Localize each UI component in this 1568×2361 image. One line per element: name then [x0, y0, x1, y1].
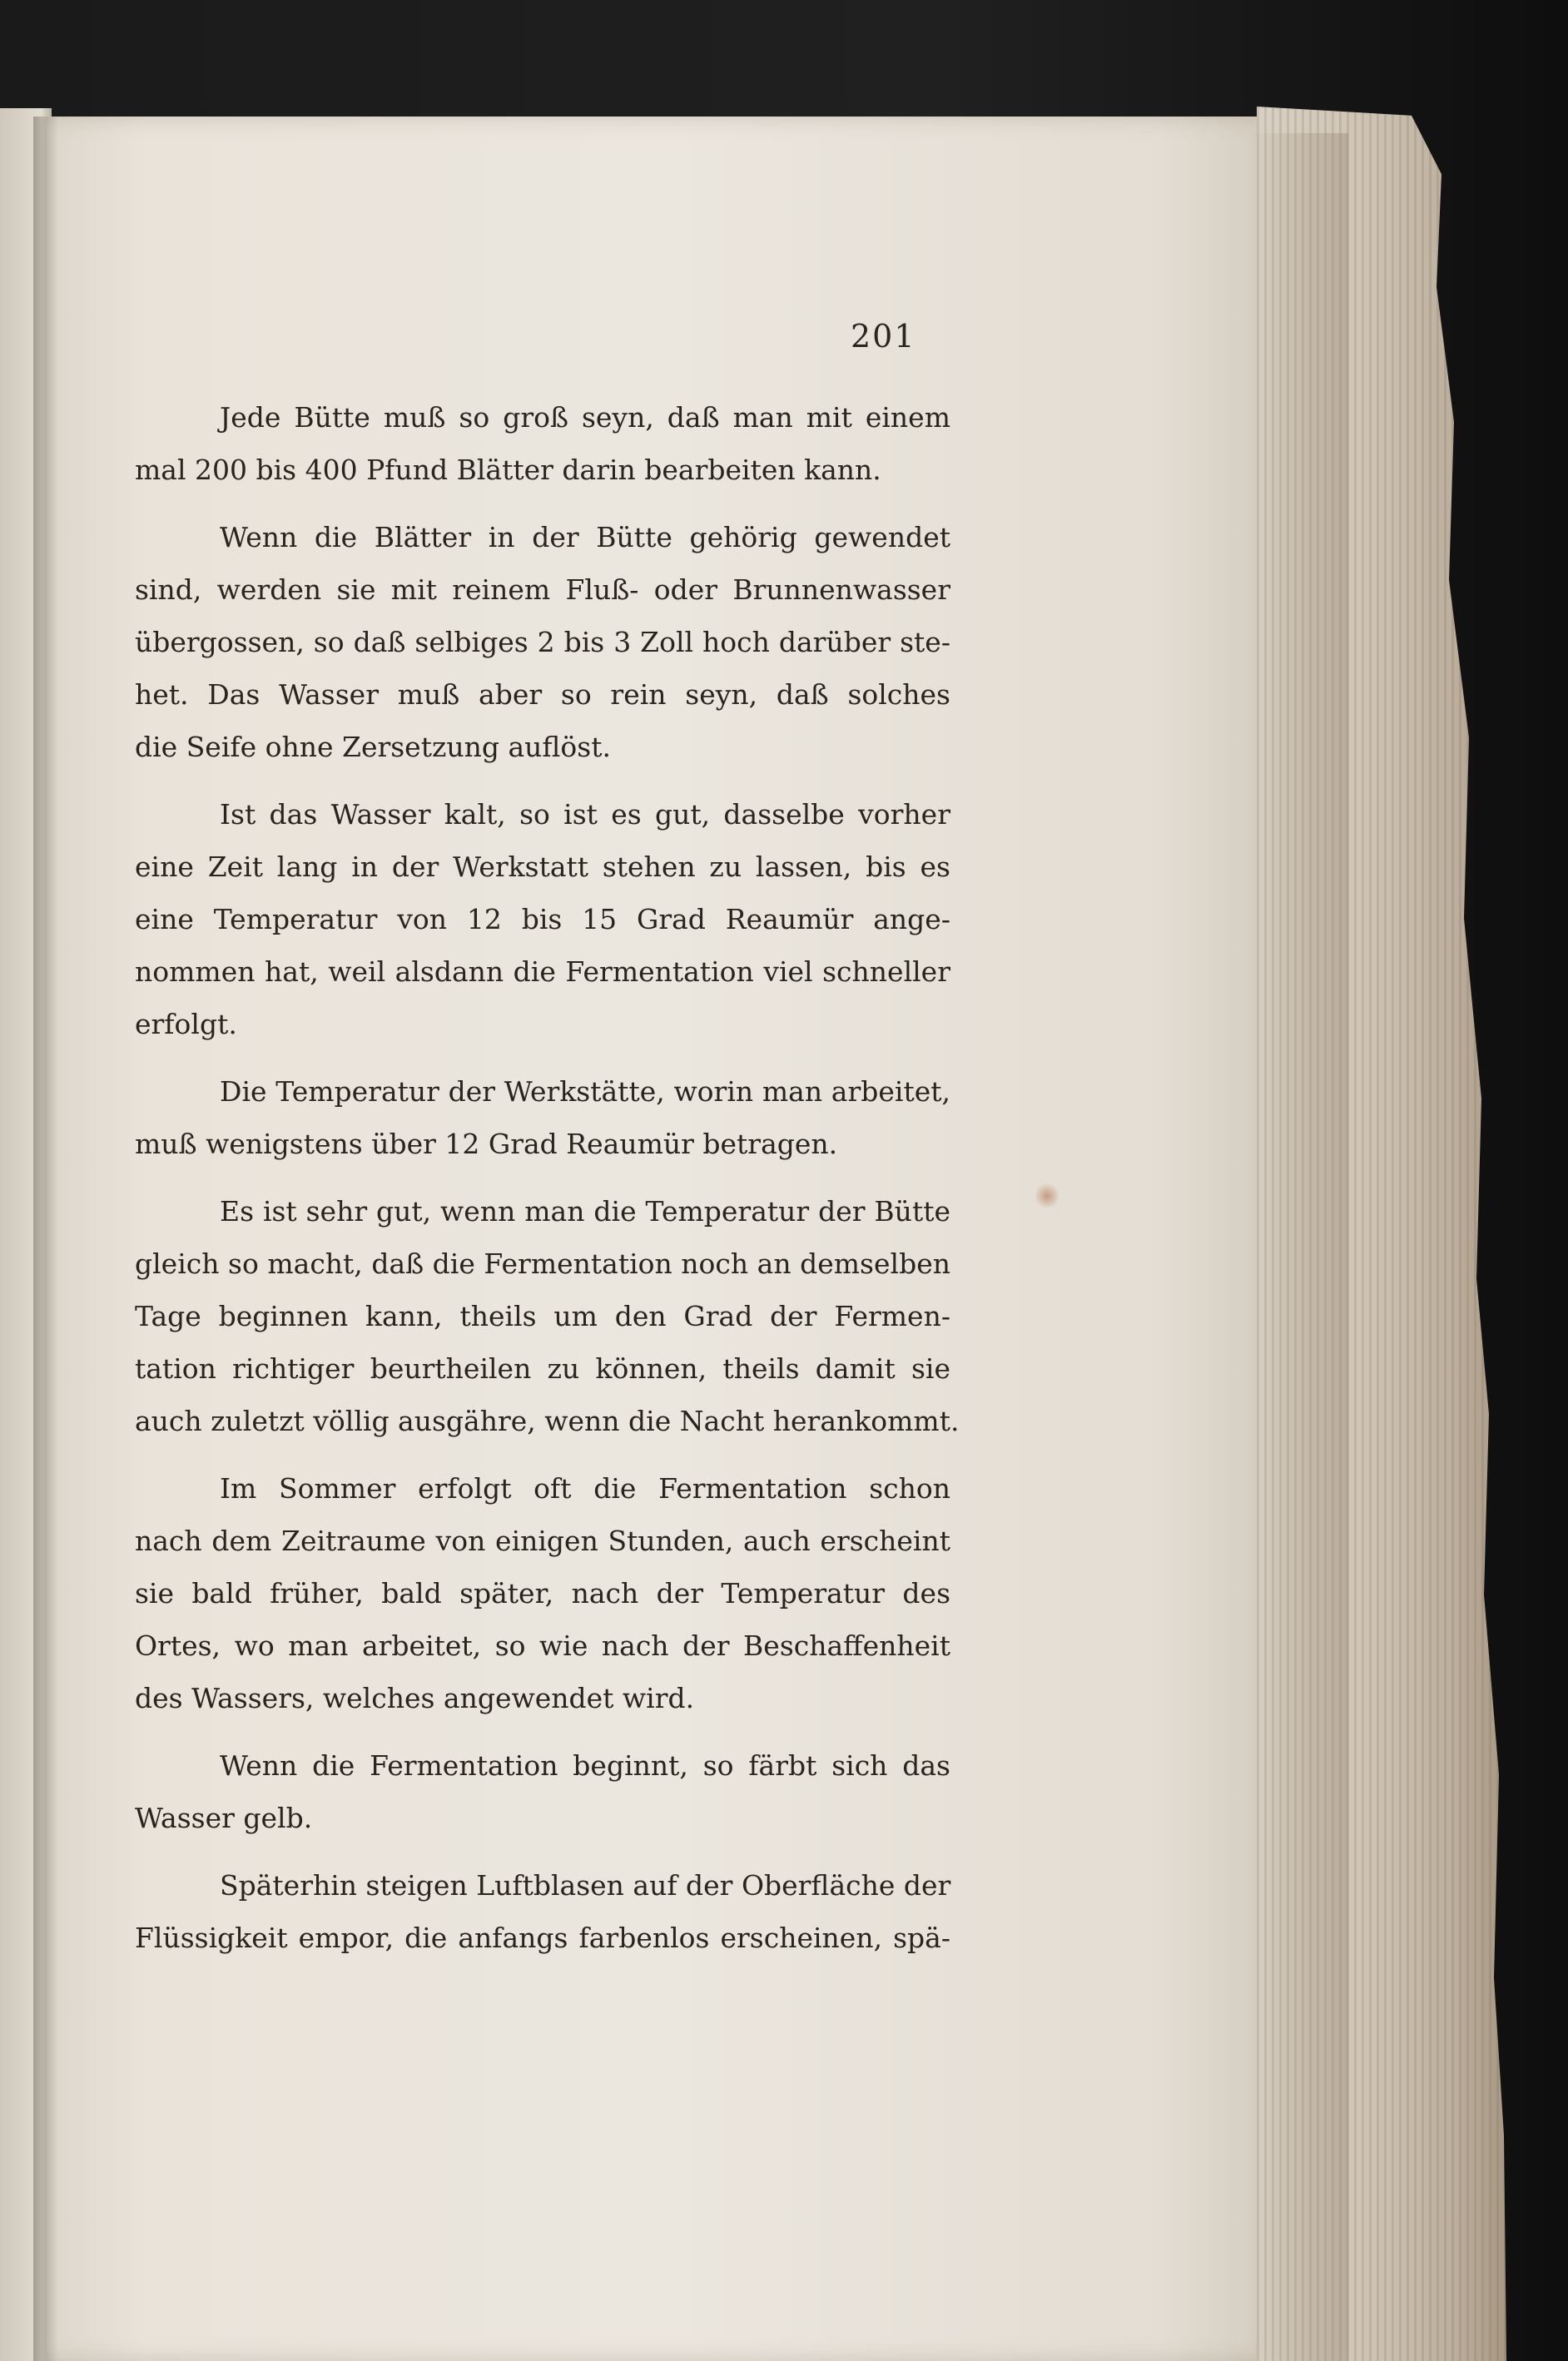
text-line: eine Zeit lang in der Werkstatt stehen zu lassen, bis es: [135, 851, 950, 883]
text-line: Es ist sehr gut, wenn man die Temperatur der Bütte: [220, 1195, 950, 1228]
text-line: nommen hat, weil alsdann die Fermentation viel schneller: [135, 955, 950, 988]
text-line: Flüssigkeit empor, die anfangs farbenlos erscheinen, spä-: [135, 1922, 950, 1954]
paper-stain: [1035, 1182, 1059, 1210]
text-line: gleich so macht, daß die Fermentation noch an demselben: [135, 1247, 950, 1280]
paragraph: [135, 1739, 950, 1844]
paragraph: [135, 1185, 960, 1447]
text-line: Wasser gelb.: [135, 1802, 313, 1834]
text-line: Ortes, wo man arbeitet, so wie nach der Beschaffenheit: [135, 1629, 950, 1662]
text-line: erfolgt.: [135, 1008, 237, 1040]
text-line: het. Das Wasser muß aber so rein seyn, daß solches: [135, 678, 950, 711]
text-line: Wenn die Blätter in der Bütte gehörig gewendet: [220, 521, 950, 553]
fore-edge-shadow: [1248, 133, 1348, 2361]
text-line: tation richtiger beurtheilen zu können, theils damit sie: [135, 1352, 950, 1385]
page-gutter: [33, 117, 58, 2361]
text-line: nach dem Zeitraume von einigen Stunden, auch erscheint: [135, 1525, 950, 1557]
page-text: [135, 391, 960, 1964]
text-line: Ist das Wasser kalt, so ist es gut, dasselbe vorher: [220, 798, 950, 831]
text-line: Wenn die Fermentation beginnt, so färbt sich das: [220, 1749, 950, 1782]
paragraph: [135, 511, 950, 773]
text-line: muß wenigstens über 12 Grad Reaumür betragen.: [135, 1128, 838, 1160]
text-line: die Seife ohne Zersetzung auflöst.: [135, 731, 611, 763]
text-line: Die Temperatur der Werkstätte, worin man arbeitet,: [220, 1075, 950, 1108]
text-line: Im Sommer erfolgt oft die Fermentation schon: [220, 1472, 950, 1505]
paragraph: [135, 1859, 950, 1964]
page-number: 201: [851, 318, 916, 355]
text-line: sie bald früher, bald später, nach der Temperatur des: [135, 1577, 950, 1610]
text-line: Tage beginnen kann, theils um den Grad der Fermen-: [135, 1300, 950, 1332]
text-line: Späterhin steigen Luftblasen auf der Oberfläche der: [220, 1869, 951, 1902]
paragraph: [135, 1462, 950, 1724]
paragraph: [135, 1065, 950, 1170]
text-line: auch zuletzt völlig ausgähre, wenn die Nacht herankommt.: [135, 1405, 960, 1437]
text-line: des Wassers, welches angewendet wird.: [135, 1682, 695, 1714]
paragraph: [135, 391, 950, 496]
text-line: mal 200 bis 400 Pfund Blätter darin bearbeiten kann.: [135, 454, 881, 486]
text-line: übergossen, so daß selbiges 2 bis 3 Zoll hoch darüber ste-: [135, 626, 950, 658]
paragraph: [135, 788, 950, 1050]
text-line: sind, werden sie mit reinem Fluß- oder Brunnenwasser: [135, 573, 950, 606]
text-line: eine Temperatur von 12 bis 15 Grad Reaumür ange-: [135, 903, 950, 935]
text-line: Jede Bütte muß so groß seyn, daß man mit einem: [220, 401, 950, 434]
